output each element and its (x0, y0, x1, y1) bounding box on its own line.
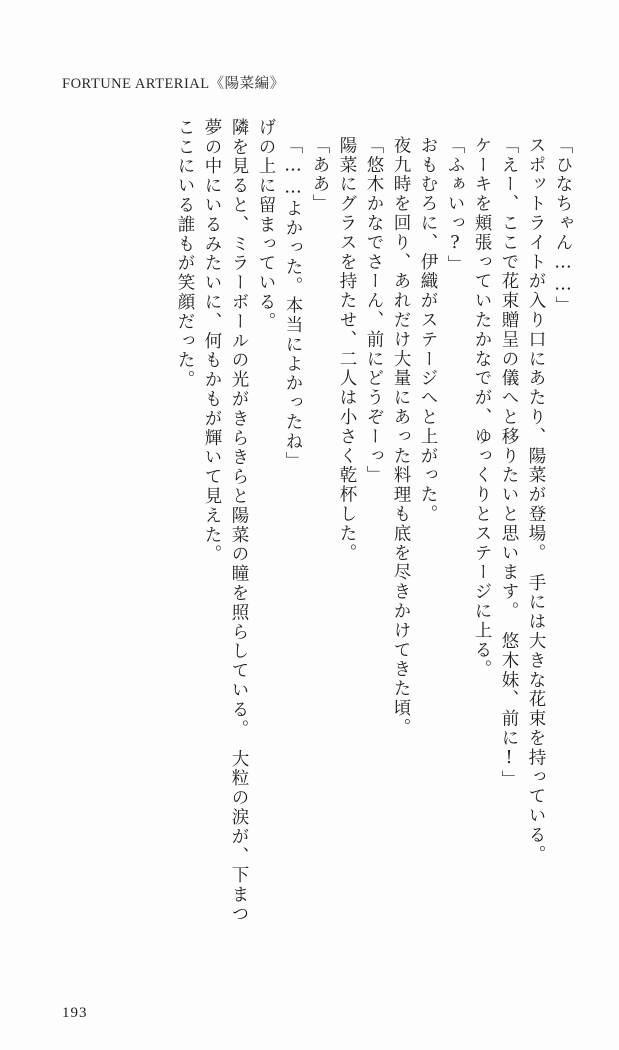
text-line: 「悠木かなでさーん、前にどうぞーっ」 (364, 136, 384, 486)
text-line: 「……よかった。本当によかったね」 (283, 136, 303, 471)
text-line: 「ああ」 (310, 136, 330, 214)
text-line: げの上に留まっている。 (256, 118, 276, 332)
text-line: 「えー、ここで花束贈呈の儀へと移りたいと思います。 悠木妹、前に!」 (499, 136, 519, 790)
text-line: 「ひなちゃん……」 (553, 136, 573, 316)
text-line: 夜九時を回り、あれだけ大量にあった料理も底を尽きかけてきた頃。 (391, 136, 411, 738)
text-line: 夢の中にいるみたいに、何もかもが輝いて見えた。 (202, 118, 222, 565)
text-line: 隣を見ると、ミラーボールの光がきらきらと陽菜の瞳を照らしている。 大粒の涙が、下まつ (229, 118, 249, 925)
text-line: スポットライトが入り口にあたり、陽菜が登場。 手には大きな花束を持っている。 (526, 136, 546, 865)
text-line: ケーキを頬張っていたかなでが、ゆっくりとステージに上る。 (472, 136, 492, 680)
text-line: 陽菜にグラスを持たせ、二人は小さく乾杯した。 (337, 136, 357, 563)
vertical-body-text (166, 118, 571, 948)
text-line: おもむろに、伊織がステージへと上がった。 (418, 136, 438, 524)
text-line: ここにいる誰もが笑顔だった。 (175, 118, 195, 390)
text-line: 「ふぁいっ?」 (445, 136, 465, 275)
running-head: FORTUNE ARTERIAL《陽菜編》 (62, 76, 285, 92)
page-number: 193 (62, 1005, 88, 1021)
